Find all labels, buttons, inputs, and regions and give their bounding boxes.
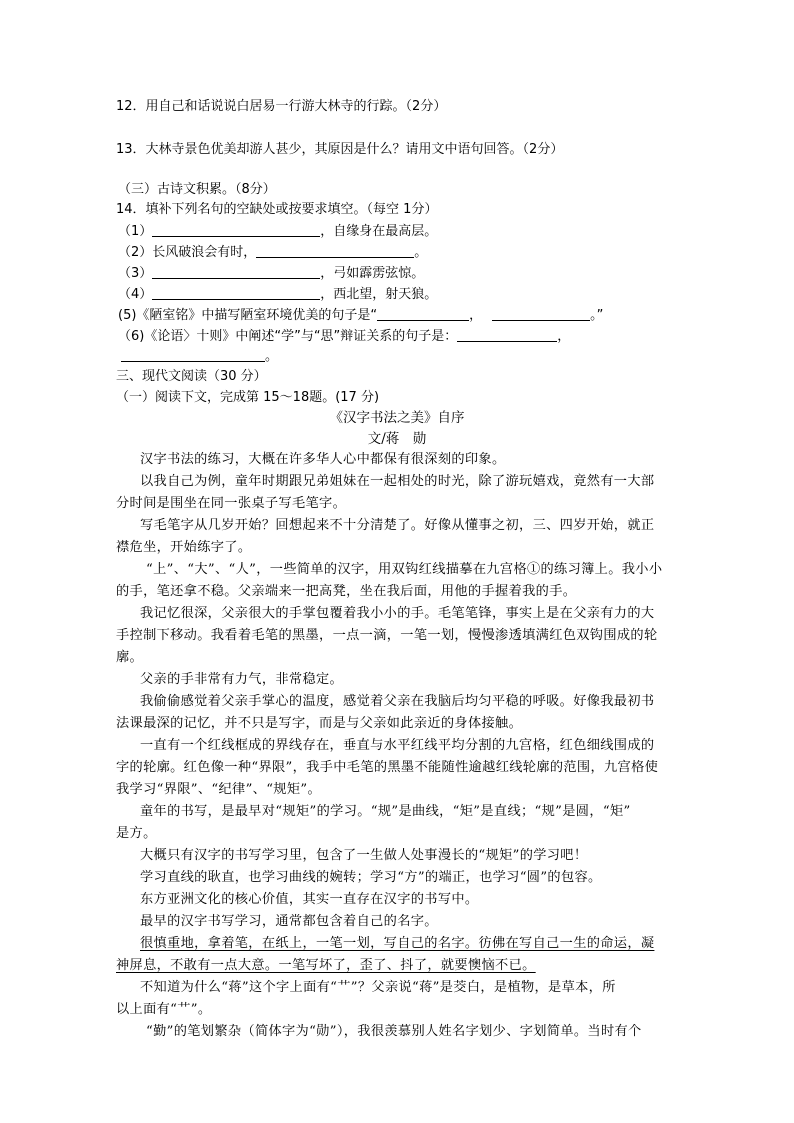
question-14-item-2 — [118, 243, 427, 262]
question-14-item-6-cont — [121, 347, 278, 366]
article-line: 手控制下移动。我看着毛笔的黑墨，一点一滴，一笔一划，慢慢渗透填满红色双钩围成的轮 — [116, 628, 658, 643]
item-text: （2）长风破浪会有时， — [118, 245, 257, 260]
item-text: ，自缘身在最高层。 — [320, 224, 438, 239]
item-text: ，弓如霹雳弦惊。 — [320, 266, 425, 281]
article-line: 法课最深的记忆，并不只是写字，而是与父亲如此亲近的身体接触。 — [116, 716, 523, 731]
answer-blank[interactable] — [152, 222, 320, 237]
answer-blank[interactable] — [152, 285, 320, 300]
article-line: 我学习“界限”、“纪律”、“规矩”。 — [116, 782, 321, 797]
part-heading-reading: 三、现代文阅读（30 分） — [116, 369, 267, 384]
article-line: 汉字书法的练习，大概在许多华人心中都保有很深刻的印象。 — [140, 452, 506, 467]
item-text: (5)《陋室铭》中描写陋室环境优美的句子是“ — [118, 308, 378, 323]
item-sep: ， — [557, 329, 571, 344]
article-line: 是方。 — [116, 826, 157, 841]
article-line: 我记忆很深，父亲很大的手掌包覆着我小小的手。毛笔笔锋，事实上是在父亲有力的大 — [140, 606, 655, 621]
question-14-item-5 — [118, 306, 603, 325]
item-number: （3） — [118, 266, 153, 281]
question-12: 12．用自己和话说说白居易一行游大林寺的行踪。（2分） — [116, 99, 447, 114]
article-line: 以我自己为例，童年时期跟兄弟姐妹在一起相处的时光，除了游玩嬉戏，竟然有一大部 — [140, 474, 655, 489]
article-line: 写毛笔字从几岁开始？回想起来不十分清楚了。好像从懂事之初，三、四岁开始，就正 — [140, 518, 655, 533]
question-14-item-4 — [118, 285, 437, 304]
article-line: 的手，笔还拿不稳。父亲端来一把高凳，坐在我后面，用他的手握着我的手。 — [116, 584, 577, 599]
article-line: 大概只有汉字的书写学习里，包含了一生做人处事漫长的“规矩”的学习吧！ — [140, 848, 588, 863]
article-line: 分时间是围坐在同一张桌子写毛笔字。 — [116, 496, 347, 511]
question-14-item-6 — [118, 327, 570, 346]
item-number: （1） — [118, 224, 153, 239]
question-13: 13．大林寺景色优美却游人甚少，其原因是什么？请用文中语句回答。（2分） — [116, 142, 564, 157]
article-line: 一直有一个红线框成的界线存在，垂直与水平红线平均分割的九宫格，红色细线围成的 — [140, 738, 655, 753]
article-line: 不知道为什么“蒋”这个字上面有“艹”？父亲说“蒋”是茭白，是植物，是草本，所 — [140, 980, 616, 995]
answer-blank[interactable] — [152, 264, 320, 279]
article-line: “上”、“大”、“人”，一些简单的汉字，用双钩红线描摹在九宫格①的练习簿上。我小小 — [146, 562, 663, 577]
article-line: 廓。 — [116, 650, 144, 665]
item-end: 。 — [414, 245, 428, 260]
article-author: 文/蒋 勋 — [367, 431, 427, 447]
item-sep: ， — [469, 308, 483, 323]
item-end: 。” — [590, 308, 604, 323]
section-heading-poetry: （三）古诗文积累。（8分） — [118, 182, 276, 197]
article-line: 字的轮廓。红色像一种“界限”，我手中毛笔的黑墨不能随性逾越红线轮廓的范围，九宫格使 — [116, 760, 659, 775]
item-text: ，西北望，射天狼。 — [320, 287, 438, 302]
article-line: 童年的书写，是最早对“规矩”的学习。“规”是曲线，“矩”是直线；“规”是圆，“矩” — [140, 804, 631, 819]
answer-blank[interactable] — [121, 347, 265, 362]
article-line: 东方亚洲文化的核心价值，其实一直存在汉字的书写中。 — [140, 892, 479, 907]
answer-blank[interactable] — [256, 243, 414, 258]
item-end: 。 — [265, 349, 279, 364]
answer-blank[interactable] — [492, 306, 590, 321]
question-14-item-3 — [118, 264, 424, 283]
article-line-underlined: 很慎重地，拿着笔，在纸上，一笔一划，写自己的名字。彷佛在写自己一生的命运，凝 — [140, 936, 655, 951]
question-14-item-1 — [118, 222, 437, 241]
article-line: 以上面有“艹”。 — [116, 1002, 212, 1017]
article-line: 学习直线的耿直，也学习曲线的婉转；学习“方”的端正，也学习“圆”的包容。 — [140, 870, 602, 885]
answer-blank[interactable] — [377, 306, 469, 321]
article-line-underlined: 神屏息，不敢有一点大意。一笔写坏了，歪了、抖了，就要懊恼不已。 — [116, 958, 536, 973]
article-line: 我偷偷感觉着父亲手掌心的温度，感觉着父亲在我脑后均匀平稳的呼吸。好像我最初书 — [140, 694, 655, 709]
article-title: 《汉字书法之美》自序 — [329, 410, 465, 426]
article-line: 父亲的手非常有力气，非常稳定。 — [140, 672, 344, 687]
article-line: 襟危坐，开始练字了。 — [116, 540, 252, 555]
item-number: （4） — [118, 287, 153, 302]
answer-blank[interactable] — [457, 327, 557, 342]
article-line: “勤”的笔划繁杂（简体字为“勋”），我很羡慕别人姓名字划少、字划简单。当时有个 — [146, 1024, 642, 1039]
reading-subheading: （一）阅读下文，完成第 15～18题。(17 分) — [116, 390, 380, 405]
item-text: （6)《论语〉十则》中阐述“学”与“思”辩证关系的句子是： — [118, 329, 458, 344]
article-line: 最早的汉字书写学习，通常都包含着自己的名字。 — [140, 914, 438, 929]
question-14: 14．填补下列名句的空缺处或按要求填空。（每空 1分） — [116, 202, 438, 217]
